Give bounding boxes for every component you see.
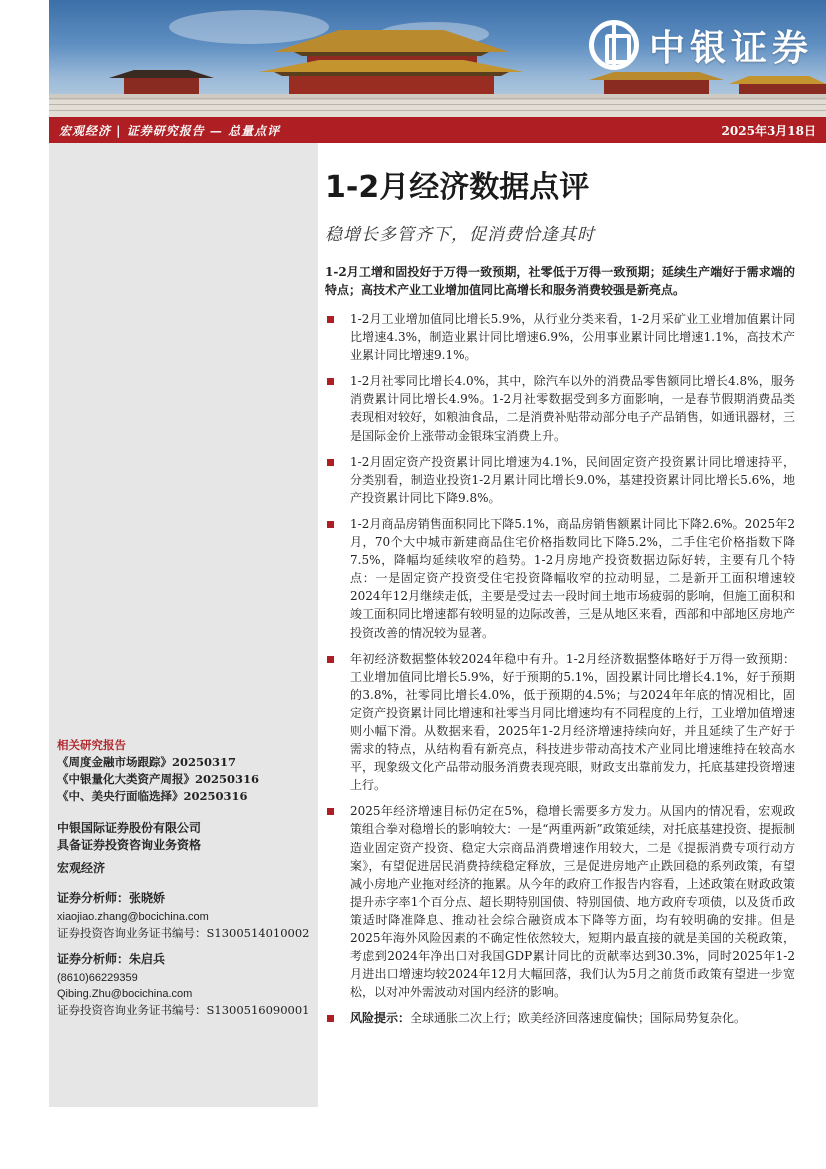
bullet-square-icon <box>327 316 334 323</box>
category-bar <box>49 117 826 143</box>
related-reports <box>57 737 259 805</box>
risk-label: 风险提示： <box>350 1011 411 1026</box>
key-point-text: 年初经济数据整体较2024年稳中有升。1-2月经济数据整体略好于万得一致预期：工业增加值同比增长5.9%，好于预期的5.1%，固投累计同比增长4.1%，好于预期的3.8%，社零同比增长4.0%，低于预期的4.5%；与2024年年底的情况相比，固定资产投资累计同比增速和社零当月同比增速均有不同程度的上行，工业增加值增速则小幅下滑。从数据来看，2025年1-2月经济增速持续向好，并且延续了生产好于需求的特点，从结构看有新亮点，科技进步带动高技术产业同比增速维持在较高水平，现象级文化产品带动服务消费表现亮眼，财政支出靠前发力，托底基建投资增速上行。 <box>350 651 795 793</box>
bullet-square-icon <box>327 656 334 663</box>
key-point <box>325 453 795 507</box>
key-point-text: 2025年经济增速目标仍定在5%，稳增长需要多方发力。从国内的情况看，宏观政策组合拳对稳增长的影响较大：一是“两重两新”政策延续，对托底基建投资、提振制造业固定资产投资、稳定大宗商品消费增速作用较大，二是《提振消费专项行动方案》，有望促进居民消费持续稳定释放，三是促进房地产止跌回稳的系列政策，有望减小房地产业拖对经济的拖累。从今年的政府工作报告内容看，上述政策在财政政策提升赤字率1个百分点、超长期特别国债、特别国债、地方政府专项债，以及货币政策适时降准降息、推动社会综合融资成本下降等方面，均有较明确的安排。但是2025年海外风险因素的不确定性依然较大，短期内最直接的就是美国的关税政策，考虑到2024年净出口对我国GDP累计同比的贡献率达到30.3%，同时2025年1-2月进出口增速均较2024年12月大幅回落，我们认为5月之前货币政策有望进一步宽松，以对冲外需波动对国内经济的影响。 <box>350 804 795 1000</box>
bullet-square-icon <box>327 378 334 385</box>
bullet-square-icon <box>327 459 334 466</box>
report-date: 2025年3月18日 <box>721 123 816 138</box>
bullet-square-icon <box>327 808 334 815</box>
report-title: 1-2月经济数据点评 <box>325 170 590 205</box>
related-reports-title: 相关研究报告 <box>57 738 126 752</box>
analyst-name: 证券分析师：朱启兵 <box>57 952 166 966</box>
report-category: 宏观经济 | 证券研究报告 — 总量点评 <box>59 123 281 138</box>
analyst-email[interactable]: Qibing.Zhu@bocichina.com <box>57 988 193 1000</box>
risk-warning <box>325 1009 795 1027</box>
key-point-text: 1-2月工业增加值同比增长5.9%，从行业分类来看，1-2月采矿业工业增加值累计同比增速4.3%，制造业累计同比增速6.9%，公用事业累计同比增速1.1%，高技术产业累计同比增速9.1%。 <box>350 312 795 363</box>
key-point-text: 1-2月固定资产投资累计同比增速为4.1%，民间固定资产投资累计同比增速持平，分类别看，制造业投资1-2月累计同比增长9.0%，基建投资累计同比增长5.6%，地产投资累计同比下降9.8%。 <box>350 454 795 505</box>
company-name: 中银国际证券股份有限公司 <box>57 821 202 835</box>
analyst-card <box>57 890 310 941</box>
bullet-square-icon <box>327 1015 334 1022</box>
sidebar <box>49 143 318 1107</box>
analyst-email[interactable]: xiaojiao.zhang@bocichina.com <box>57 911 209 923</box>
key-point <box>325 372 795 444</box>
analyst-cert: 证券投资咨询业务证书编号：S1300516090001 <box>57 1003 310 1017</box>
analyst-cert: 证券投资咨询业务证书编号：S1300514010002 <box>57 926 310 940</box>
analyst-card <box>57 951 310 1018</box>
logo-text: 中银证券 <box>649 27 814 69</box>
key-point <box>325 650 795 795</box>
risk-text: 全球通胀二次上行；欧美经济回落速度偏快；国际局势复杂化。 <box>410 1011 747 1026</box>
header-banner <box>49 0 826 117</box>
related-report-item[interactable]: 《中银量化大类资产周报》20250316 <box>57 772 260 786</box>
bullet-square-icon <box>327 521 334 528</box>
analyst-phone: (8610)66229359 <box>57 972 138 984</box>
company-info <box>57 820 201 854</box>
boc-logo-icon <box>589 20 639 70</box>
related-report-item[interactable]: 《中、美央行面临选择》20250316 <box>57 789 248 803</box>
related-report-item[interactable]: 《周度金融市场跟踪》20250317 <box>57 755 237 769</box>
analyst-name: 证券分析师：张晓娇 <box>57 891 166 905</box>
key-point-text: 1-2月社零同比增长4.0%，其中，除汽车以外的消费品零售额同比增长4.8%，服务消费累计同比增长4.9%。1-2月社零数据受到多方面影响，一是春节假期消费品类表现相对较好，如粮油食品，二是消费补贴带动部分电子产品销售，如通讯器材，三是国际金价上涨带动金银珠宝消费上升。 <box>350 374 795 443</box>
key-point <box>325 515 795 642</box>
key-point <box>325 310 795 364</box>
report-body <box>325 150 795 1035</box>
company-qualification: 具备证券投资咨询业务资格 <box>57 838 202 852</box>
key-point-text: 1-2月商品房销售面积同比下降5.1%，商品房销售额累计同比下降2.6%。2025年2月，70个大中城市新建商品住宅价格指数同比下降5.2%，二手住宅价格指数下降7.5%，降幅均延续收窄的趋势。1-2月房地产投资数据边际好转，主要有几个特点：一是固定资产投资受住宅投资降幅收窄的拉动明显，二是新开工面积增速较2024年12月继续走低，主要是受过去一段时间土地市场疲弱的影响，但施工面积和竣工面积同比增速都有较明显的边际改善，三是从地区来看，西部和中部地区房地产投资改善的情况较为显著。 <box>350 516 795 640</box>
key-point <box>325 802 795 1001</box>
sector-label: 宏观经济 <box>57 861 106 875</box>
report-subtitle: 稳增长多管齐下，促消费恰逢其时 <box>325 225 595 245</box>
company-logo <box>589 18 826 72</box>
key-points-list <box>325 310 795 1027</box>
report-summary: 1-2月工增和固投好于万得一致预期，社零低于万得一致预期；延续生产端好于需求端的特点；高技术产业工业增加值同比高增长和服务消费较强是新亮点。 <box>325 265 795 297</box>
